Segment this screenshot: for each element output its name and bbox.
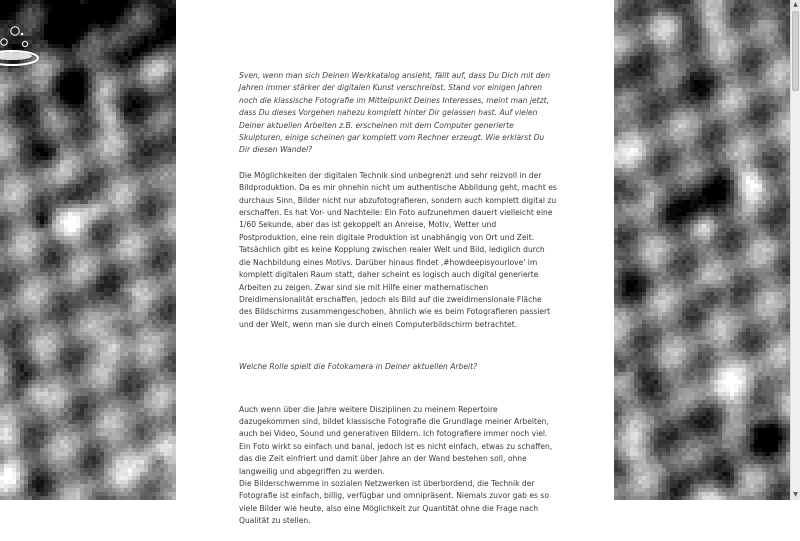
right-background-image (614, 0, 790, 500)
interview-answer-1: Die Möglichkeiten der digitalen Technik sind unbegrenzt und sehr reizvoll in der Bildproduktion. Da es mir ohnehin nicht um authentische Abbildung geht, macht es durchaus Sinn, Bilder nicht nur abzufotografieren, sondern auch komplett digital zu erschaffen. Es hat Vor- und Nachteile: Ein Foto aufzunehmen dauert vielleicht eine 1/60 Sekunde, aber das ist gekoppelt an Anreise, Motiv, Wetter und Postproduktion, eine rein digitale Produktion ist unabhängig von Ort und Zeit. Tatsächlich gibt es keine Kopplung zwischen realer Welt und Bild, lediglich durch die Nachbildung eines Motivs. Darüber hinaus findet ‚#howdeepisyourlove' im komplett digitalen Raum statt, daher scheint es logisch auch digital generierte Arbeiten zu zeigen. Zwar sind sie mit Hilfe einer mathematischen Dreidimensionalität erschaffen, jedoch als Bild auf die zweidimensionale Fläche des Bildschirms zusammengeschoben, ähnlich wie es beim Fotografieren passiert und der Welt, wenn man sie durch einen Computerbildschirm betrachtet. (239, 170, 557, 329)
interview-question-2: Welche Rolle spielt die Fotokamera in Deiner aktuellen Arbeit? (239, 362, 478, 372)
vertical-scrollbar[interactable] (790, 0, 800, 500)
left-background-image (0, 0, 176, 500)
pixelated-texture-right (614, 0, 790, 500)
arrow-up-icon[interactable]: ▲ (791, 0, 800, 10)
interview-article (239, 70, 557, 541)
ufo-logo-icon (0, 18, 40, 78)
arrow-down-icon[interactable]: ▼ (791, 490, 800, 500)
interview-answer-2b: Die Bilderschwemme in sozialen Netzwerken ist überbordend, die Technik der Fotografie ist einfach, billig, verfügbar und omnipräsent. Niemals zuvor gab es so viele Bilder wie heute, also eine Möglichkeit zur Quantität ohne die Frage nach Qualität zu stellen. (239, 478, 550, 526)
article-column (176, 0, 614, 526)
interview-answer-2a: Auch wenn über die Jahre weitere Disziplinen zu meinem Repertoire dazugekommen sind, bildet klassische Fotografie die Grundlage meiner Arbeiten, auch bei Video, Sound und generativen Bildern. Ich fotografiere immer noch viel. Ein Foto wirkt so einfach und banal, jedoch ist es nicht einfach, etwas zu schaffen, das die Zeit einfriert und damit über Jahre an der Wand bestehen soll, ohne langweilig und abgegriffen zu werden. (239, 404, 553, 476)
scrollbar-thumb[interactable] (792, 11, 799, 91)
interview-question-1: Sven, wenn man sich Deinen Werkkatalog ansieht, fällt auf, dass Du Dich mit den Jahren immer stärker der digitalen Kunst verschreibst. Stand vor einigen Jahren noch die klassische Fotografie im Mittelpunkt Deines Interesses, meint man jetzt, dass Du dieses Vorgehen nahezu komplett hinter Dir gelassen hast. Auf vielen Deiner aktuellen Arbeiten z.B. erscheinen mit dem Computer generierte Skulpturen, einige scheinen gar komplett vom Rechner erzeugt. Wie erklärst Du Dir diesen Wandel? (239, 71, 551, 155)
